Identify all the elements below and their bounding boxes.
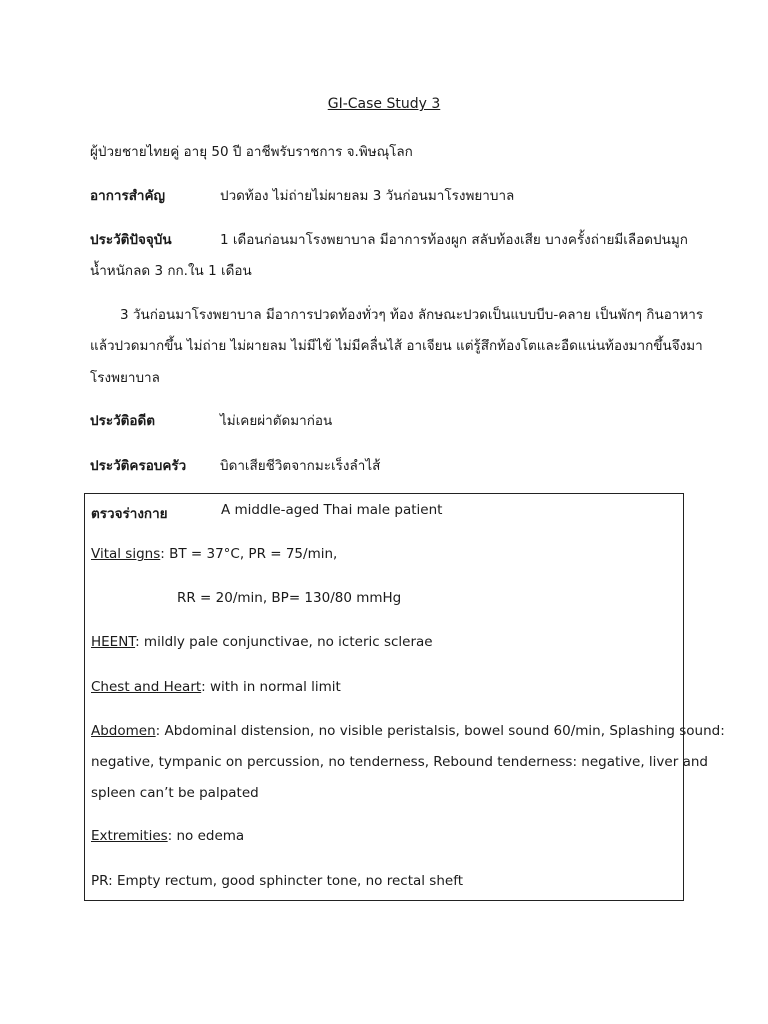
heent-label: HEENT [91,634,136,650]
chest-heart-line [91,679,341,695]
patient-intro: ผู้ป่วยชายไทยคู่ อายุ 50 ปี อาชีพรับราชการ จ.พิษณุโลก [90,144,413,160]
extremities-label: Extremities [91,828,168,844]
heent-text: : mildly pale conjunctivae, no icteric sclerae [135,634,433,650]
chest-heart-label: Chest and Heart [91,679,202,695]
abdomen-label: Abdomen [91,723,156,739]
chief-complaint-text: ปวดท้อง ไม่ถ่ายไม่ผายลม 3 วันก่อนมาโรงพยาบาล [220,188,515,204]
extremities-line [91,828,244,844]
physical-exam-label: ตรวจร่างกาย [91,506,168,522]
page-title: GI-Case Study 3 [327,96,441,112]
present-illness-label: ประวัติปัจจุบัน [90,232,172,248]
past-history-label: ประวัติอดีต [90,413,156,429]
heent-line [91,634,433,650]
chest-heart-text: : with in normal limit [201,679,341,695]
chief-complaint-label: อาการสำคัญ [90,188,166,204]
present-illness-para2-line2: แล้วปวดมากขึ้น ไม่ถ่าย ไม่ผายลม ไม่มีไข้ ไม่มีคลื่นไส้ อาเจียน แต่รู้สึกท้องโตและอืดแน่นท้องมากขึ้นจึงมา [90,338,703,354]
vital-signs-line2: RR = 20/min, BP= 130/80 mmHg [177,590,402,606]
present-illness-line1: 1 เดือนก่อนมาโรงพยาบาล มีอาการท้องผูก สลับท้องเสีย บางครั้งถ่ายมีเลือดปนมูก [220,232,688,248]
present-illness-line2: น้ำหนักลด 3 กก.ใน 1 เดือน [90,263,252,279]
vital-signs-line1 [91,546,337,562]
vital-signs-values1: : BT = 37°C, PR = 75/min, [160,546,338,562]
past-history-text: ไม่เคยผ่าตัดมาก่อน [220,413,333,429]
pr-exam-line: PR: Empty rectum, good sphincter tone, no rectal sheft [91,873,464,889]
family-history-label: ประวัติครอบครัว [90,458,187,474]
abdomen-text1: : Abdominal distension, no visible peristalsis, bowel sound 60/min, Splashing sound: [155,723,725,739]
general-appearance: A middle-aged Thai male patient [221,502,443,518]
physical-exam-box [84,493,725,901]
present-illness-para2-line1: 3 วันก่อนมาโรงพยาบาล มีอาการปวดท้องทั่วๆ ท้อง ลักษณะปวดเป็นแบบบีบ-คลาย เป็นพักๆ กินอาหาร [120,307,704,323]
abdomen-line3: spleen can’t be palpated [91,785,259,801]
extremities-text: : no edema [167,828,245,844]
family-history-text: บิดาเสียชีวิตจากมะเร็งลำไส้ [220,458,381,474]
vital-signs-label: Vital signs [91,546,161,562]
present-illness-para2-line3: โรงพยาบาล [90,370,160,386]
abdomen-line2: negative, tympanic on percussion, no tenderness, Rebound tenderness: negative, liver and [91,754,708,770]
abdomen-line1 [91,723,725,739]
